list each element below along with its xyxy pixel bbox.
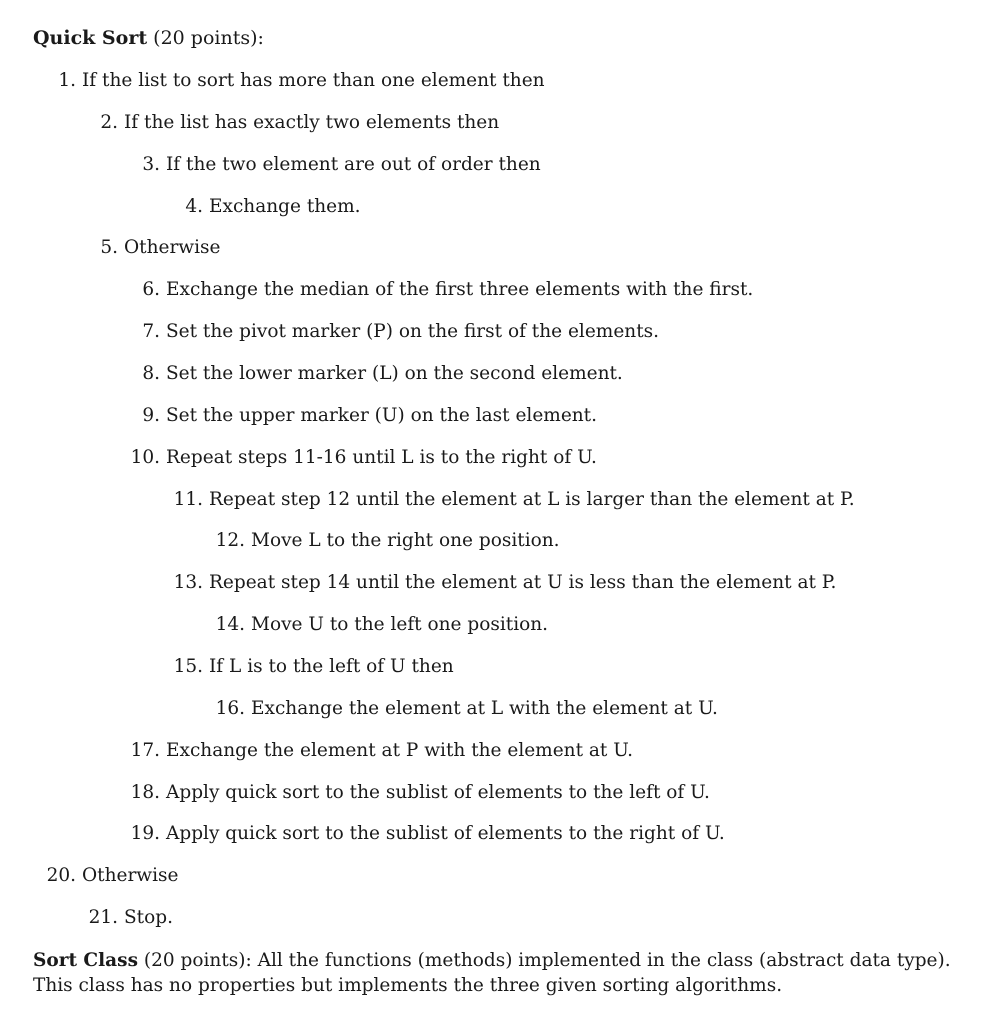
step-text: Set the lower marker (L) on the second element.	[166, 363, 623, 384]
step-text: Move L to the right one position.	[251, 530, 560, 551]
step-number: 11.	[173, 489, 203, 510]
step-text: Exchange the element at P with the element at U.	[166, 740, 634, 761]
step-text: Exchange them.	[209, 196, 361, 217]
step-text: If L is to the left of U then	[209, 656, 454, 677]
step-text: If the list to sort has more than one element then	[82, 70, 545, 91]
step-1	[52, 69, 545, 93]
step-number: 8.	[142, 363, 160, 384]
step-text: Apply quick sort to the sublist of elements to the right of U.	[166, 823, 725, 844]
step-number: 3.	[142, 154, 160, 175]
step-number: 9.	[142, 405, 160, 426]
step-number: 18.	[130, 782, 160, 803]
quick-sort-points: (20 points):	[147, 27, 264, 49]
step-text: If the list has exactly two elements then	[124, 112, 500, 133]
step-15	[169, 655, 454, 679]
step-text: If the two element are out of order then	[166, 154, 541, 175]
step-text: Exchange the element at L with the element at U.	[251, 698, 718, 719]
step-18	[126, 781, 710, 805]
step-number: 4.	[185, 196, 203, 217]
step-text: Repeat step 14 until the element at U is less than the element at P.	[209, 572, 837, 593]
step-number: 6.	[142, 279, 160, 300]
step-20	[42, 864, 179, 888]
step-text: Exchange the median of the first three elements with the first.	[166, 279, 754, 300]
step-number: 7.	[142, 321, 160, 342]
step-8	[136, 362, 623, 386]
step-text: Otherwise	[124, 237, 221, 258]
step-number: 5.	[100, 237, 118, 258]
step-number: 14.	[215, 614, 245, 635]
quick-sort-heading	[33, 27, 264, 49]
step-number: 21.	[88, 907, 118, 928]
step-2	[94, 111, 499, 135]
step-number: 1.	[58, 70, 76, 91]
step-12	[211, 529, 560, 553]
step-5	[94, 236, 221, 260]
step-16	[211, 697, 718, 721]
step-7	[136, 320, 659, 344]
step-13	[169, 571, 836, 595]
step-number: 2.	[100, 112, 118, 133]
step-19	[126, 822, 725, 846]
step-text: Apply quick sort to the sublist of elements to the left of U.	[166, 782, 710, 803]
step-6	[136, 278, 753, 302]
sort-class-title: Sort Class	[33, 950, 139, 971]
step-text: Set the pivot marker (P) on the first of the elements.	[166, 321, 660, 342]
step-number: 20.	[46, 865, 76, 886]
step-number: 19.	[130, 823, 160, 844]
step-number: 16.	[215, 698, 245, 719]
step-21	[84, 906, 173, 930]
sort-class-body: (20 points): All the functions (methods) implemented in the class (abstract data type). This class has no properties but implements the three given sorting algorithms.	[33, 950, 951, 996]
step-text: Otherwise	[82, 865, 179, 886]
step-9	[136, 404, 597, 428]
quick-sort-title: Quick Sort	[33, 27, 148, 49]
step-11	[169, 488, 855, 512]
step-number: 10.	[130, 447, 160, 468]
step-number: 13.	[173, 572, 203, 593]
step-number: 15.	[173, 656, 203, 677]
step-number: 12.	[215, 530, 245, 551]
step-3	[136, 153, 541, 177]
step-14	[211, 613, 548, 637]
step-text: Repeat step 12 until the element at L is larger than the element at P.	[209, 489, 855, 510]
step-text: Repeat steps 11-16 until L is to the right of U.	[166, 447, 597, 468]
step-4	[179, 195, 361, 219]
sort-class-paragraph	[33, 948, 968, 998]
step-text: Set the upper marker (U) on the last element.	[166, 405, 597, 426]
step-17	[126, 739, 633, 763]
step-text: Move U to the left one position.	[251, 614, 549, 635]
step-10	[126, 446, 597, 470]
step-number: 17.	[130, 740, 160, 761]
step-text: Stop.	[124, 907, 173, 928]
